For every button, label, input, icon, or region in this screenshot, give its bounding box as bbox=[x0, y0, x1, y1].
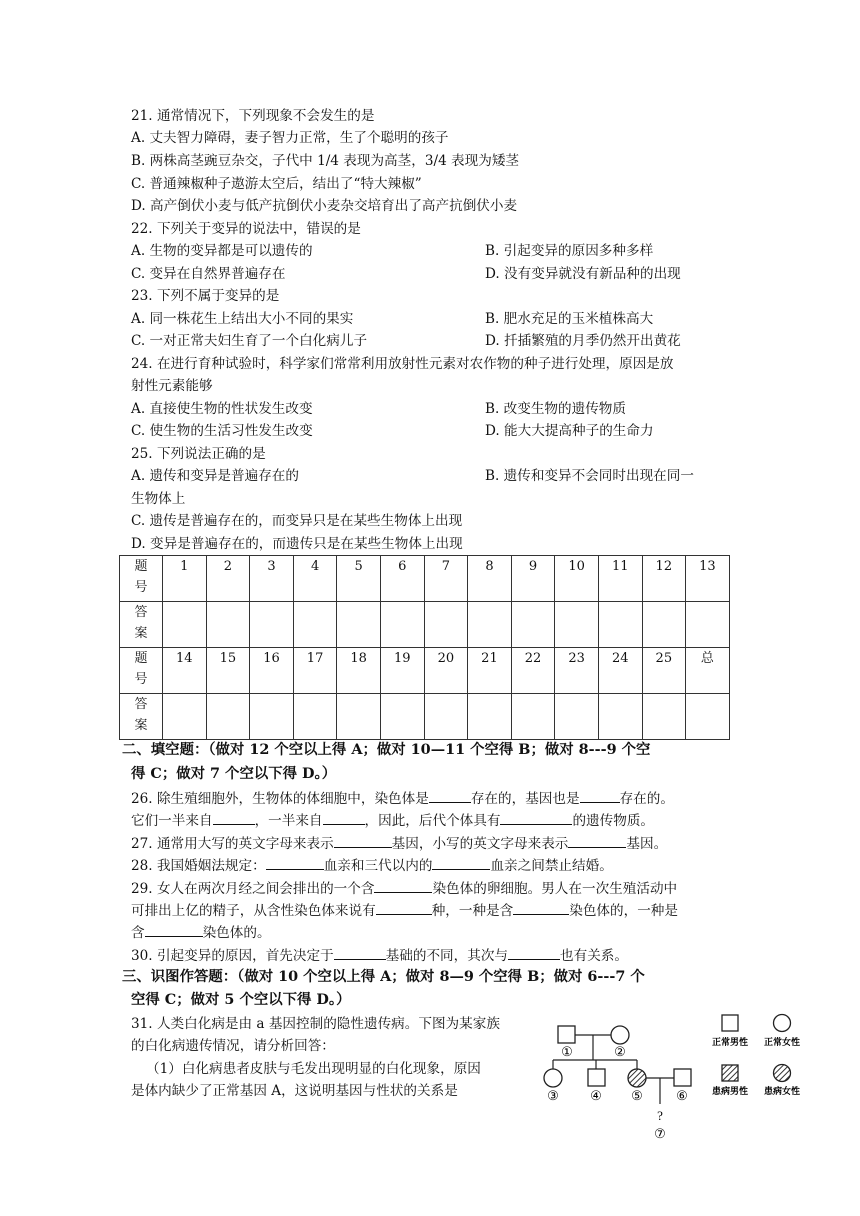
header-cell-number: 题 号 bbox=[120, 648, 163, 694]
q28-line: 28. 我国婚姻法规定： 血亲和三代以内的 血亲之间禁止结婚。 bbox=[131, 855, 613, 876]
blank[interactable] bbox=[429, 788, 471, 803]
total-cell: 总 bbox=[686, 648, 730, 694]
individual-1-male-symbol bbox=[558, 1026, 575, 1043]
q23-stem: 23. 下列不属于变异的是 bbox=[131, 288, 280, 304]
table-row-numbers-2 bbox=[120, 648, 730, 694]
blank[interactable] bbox=[568, 833, 626, 848]
answer-cell[interactable] bbox=[555, 694, 599, 740]
answer-cell[interactable] bbox=[206, 602, 250, 648]
q23-option-b: B. 肥水充足的玉米植株高大 bbox=[485, 311, 654, 327]
blank[interactable] bbox=[374, 878, 432, 893]
q31-line3: （1）白化病患者皮肤与毛发出现明显的白化现象，原因 bbox=[146, 1061, 481, 1077]
unknown-child-question-mark: ? bbox=[657, 1108, 663, 1123]
legend-affected-female-symbol bbox=[774, 1065, 791, 1082]
q25-option-c: C. 遗传是普遍存在的，而变异只是在某些生物体上出现 bbox=[131, 513, 463, 529]
individual-6-male-symbol bbox=[674, 1069, 691, 1086]
number-cell: 16 bbox=[250, 648, 294, 694]
q24-option-d: D. 能大大提高种子的生命力 bbox=[485, 423, 654, 439]
q30-line: 30. 引起变异的原因，首先决定于 基础的不同，其次与 也有关系。 bbox=[131, 945, 628, 966]
q31-line1: 31. 人类白化病是由 a 基因控制的隐性遗传病。下图为某家族 bbox=[131, 1016, 500, 1032]
q22-option-d: D. 没有变异就没有新品种的出现 bbox=[485, 266, 681, 282]
label-2: ② bbox=[614, 1044, 626, 1059]
answer-cell[interactable] bbox=[686, 602, 730, 648]
number-cell: 25 bbox=[642, 648, 686, 694]
q25-option-b: B. 遗传和变异不会同时出现在同一 bbox=[485, 468, 694, 484]
legend-affected-male-symbol bbox=[722, 1065, 738, 1081]
answer-cell[interactable] bbox=[598, 694, 642, 740]
number-cell: 1 bbox=[163, 556, 207, 602]
answer-cell[interactable] bbox=[598, 602, 642, 648]
q25-option-d: D. 变异是普遍存在的，而遗传只是在某些生物体上出现 bbox=[131, 536, 463, 552]
q27-line: 27. 通常用大写的英文字母来表示 基因，小写的英文字母来表示 基因。 bbox=[131, 833, 667, 854]
q22-option-b: B. 引起变异的原因多种多样 bbox=[485, 243, 654, 259]
number-cell: 9 bbox=[511, 556, 555, 602]
label-5: ⑤ bbox=[631, 1088, 643, 1103]
blank[interactable] bbox=[580, 788, 620, 803]
q22-option-c: C. 变异在自然界普遍存在 bbox=[131, 266, 286, 282]
answer-cell[interactable] bbox=[337, 602, 381, 648]
answer-cell[interactable] bbox=[380, 602, 424, 648]
section2-title-line2: 得 C；做对 7 个空以下得 D。） bbox=[131, 765, 337, 782]
number-cell: 21 bbox=[468, 648, 512, 694]
section3-title-line2: 空得 C；做对 5 个空以下得 D。） bbox=[131, 991, 351, 1008]
answer-cell[interactable] bbox=[293, 602, 337, 648]
q24-option-a: A. 直接使生物的性状发生改变 bbox=[131, 401, 313, 417]
number-cell: 17 bbox=[293, 648, 337, 694]
answer-cell[interactable] bbox=[337, 694, 381, 740]
q22-stem: 22. 下列关于变异的说法中，错误的是 bbox=[131, 221, 361, 237]
q22-option-a: A. 生物的变异都是可以遗传的 bbox=[131, 243, 313, 259]
answer-cell[interactable] bbox=[293, 694, 337, 740]
q25-option-a: A. 遗传和变异是普遍存在的 bbox=[131, 468, 299, 484]
table-row-answers-2 bbox=[120, 694, 730, 740]
number-cell: 3 bbox=[250, 556, 294, 602]
q21-option-c: C. 普通辣椒种子遨游太空后，结出了“特大辣椒” bbox=[131, 176, 422, 192]
label-7: ⑦ bbox=[654, 1126, 666, 1141]
blank[interactable] bbox=[266, 855, 324, 870]
q25-stem: 25. 下列说法正确的是 bbox=[131, 446, 266, 462]
number-cell: 11 bbox=[598, 556, 642, 602]
blank[interactable] bbox=[145, 922, 203, 937]
answer-cell[interactable] bbox=[468, 694, 512, 740]
number-cell: 14 bbox=[163, 648, 207, 694]
individual-3-female-symbol bbox=[544, 1069, 562, 1087]
answer-cell[interactable] bbox=[206, 694, 250, 740]
legend-normal-male-label: 正常男性 bbox=[711, 1037, 749, 1047]
answer-cell[interactable] bbox=[250, 602, 294, 648]
number-cell: 4 bbox=[293, 556, 337, 602]
number-cell: 22 bbox=[511, 648, 555, 694]
q24-stem-line1: 24. 在进行育种试验时，科学家们常常利用放射性元素对农作物的种子进行处理，原因是放 bbox=[131, 356, 674, 372]
label-1: ① bbox=[561, 1044, 573, 1059]
legend-affected-male-label: 患病男性 bbox=[711, 1086, 749, 1096]
q23-option-c: C. 一对正常夫妇生育了一个白化病儿子 bbox=[131, 333, 368, 349]
q21-option-b: B. 两株高茎豌豆杂交，子代中 1/4 表现为高茎，3/4 表现为矮茎 bbox=[131, 153, 520, 169]
answer-cell[interactable] bbox=[163, 602, 207, 648]
answer-cell[interactable] bbox=[555, 602, 599, 648]
legend-normal-female-symbol bbox=[774, 1015, 791, 1032]
answer-table bbox=[119, 555, 730, 740]
number-cell: 13 bbox=[686, 556, 730, 602]
q24-option-b: B. 改变生物的遗传物质 bbox=[485, 401, 626, 417]
number-cell: 15 bbox=[206, 648, 250, 694]
answer-cell[interactable] bbox=[642, 602, 686, 648]
individual-2-female-symbol bbox=[611, 1026, 629, 1044]
answer-cell[interactable] bbox=[511, 694, 555, 740]
table-row-numbers-1 bbox=[120, 556, 730, 602]
blank[interactable] bbox=[376, 900, 432, 915]
number-cell: 2 bbox=[206, 556, 250, 602]
blank[interactable] bbox=[432, 855, 490, 870]
answer-cell[interactable] bbox=[250, 694, 294, 740]
blank[interactable] bbox=[513, 900, 569, 915]
q31-line4: 是体内缺少了正常基因 A，这说明基因与性状的关系是 bbox=[131, 1083, 458, 1099]
number-cell: 7 bbox=[424, 556, 468, 602]
q24-option-c: C. 使生物的生活习性发生改变 bbox=[131, 423, 313, 439]
number-cell: 23 bbox=[555, 648, 599, 694]
q25-option-b-cont: 生物体上 bbox=[131, 491, 186, 507]
number-cell: 8 bbox=[468, 556, 512, 602]
q21-option-a: A. 丈夫智力障碍，妻子智力正常，生了个聪明的孩子 bbox=[131, 130, 449, 146]
individual-5-affected-female-symbol bbox=[628, 1069, 646, 1087]
answer-cell[interactable] bbox=[511, 602, 555, 648]
total-answer-cell[interactable] bbox=[686, 694, 730, 740]
q23-option-d: D. 扦插繁殖的月季仍然开出黄花 bbox=[485, 333, 681, 349]
header-cell-number: 题 号 bbox=[120, 556, 163, 602]
number-cell: 10 bbox=[555, 556, 599, 602]
blank[interactable] bbox=[334, 945, 386, 960]
blank[interactable] bbox=[508, 945, 560, 960]
blank[interactable] bbox=[213, 810, 255, 825]
label-3: ③ bbox=[547, 1088, 559, 1103]
q29-line1: 29. 女人在两次月经之间会排出的一个含 染色体的卵细胞。男人在一次生殖活动中 bbox=[131, 878, 677, 899]
q23-option-a: A. 同一株花生上结出大小不同的果实 bbox=[131, 311, 354, 327]
q26-line1: 26. 除生殖细胞外，生物体的体细胞中，染色体是 存在的，基因也是 存在的。 bbox=[131, 788, 674, 809]
blank[interactable] bbox=[334, 833, 392, 848]
answer-cell[interactable] bbox=[424, 602, 468, 648]
answer-cell[interactable] bbox=[424, 694, 468, 740]
number-cell: 12 bbox=[642, 556, 686, 602]
number-cell: 19 bbox=[380, 648, 424, 694]
q21-option-d: D. 高产倒伏小麦与低产抗倒伏小麦杂交培育出了高产抗倒伏小麦 bbox=[131, 198, 518, 214]
label-4: ④ bbox=[590, 1088, 602, 1103]
q21-stem: 21. 通常情况下，下列现象不会发生的是 bbox=[131, 108, 375, 124]
answer-cell[interactable] bbox=[380, 694, 424, 740]
label-6: ⑥ bbox=[676, 1088, 688, 1103]
q26-line2: 它们一半来自 ，一半来自 ，因此，后代个体具有 的遗传物质。 bbox=[131, 810, 654, 831]
number-cell: 20 bbox=[424, 648, 468, 694]
number-cell: 18 bbox=[337, 648, 381, 694]
answer-cell[interactable] bbox=[642, 694, 686, 740]
blank[interactable] bbox=[323, 810, 365, 825]
blank[interactable] bbox=[500, 810, 572, 825]
q24-stem-line2: 射性元素能够 bbox=[131, 378, 213, 394]
answer-cell[interactable] bbox=[468, 602, 512, 648]
q31-line2: 的白化病遗传情况，请分析回答： bbox=[131, 1038, 335, 1054]
section3-title-line1: 三、识图作答题：（做对 10 个空以上得 A；做对 8—9 个空得 B；做对 6---7 个 bbox=[122, 968, 645, 985]
pedigree-diagram bbox=[540, 1008, 820, 1158]
number-cell: 24 bbox=[598, 648, 642, 694]
legend-normal-female-label: 正常女性 bbox=[763, 1037, 801, 1047]
number-cell: 5 bbox=[337, 556, 381, 602]
section2-title-line1: 二、填空题：（做对 12 个空以上得 A；做对 10—11 个空得 B；做对 8---9 个空 bbox=[122, 741, 651, 758]
number-cell: 6 bbox=[380, 556, 424, 602]
legend-normal-male-symbol bbox=[722, 1015, 738, 1031]
q29-line3: 含 染色体的。 bbox=[131, 922, 271, 943]
header-cell-answer: 答 案 bbox=[120, 694, 163, 740]
q29-line2: 可排出上亿的精子，从含性染色体来说有 种，一种是含 染色体的，一种是 bbox=[131, 900, 678, 921]
answer-cell[interactable] bbox=[163, 694, 207, 740]
legend-affected-female-label: 患病女性 bbox=[763, 1086, 801, 1096]
individual-4-male-symbol bbox=[588, 1069, 605, 1086]
header-cell-answer: 答 案 bbox=[120, 602, 163, 648]
table-row-answers-1 bbox=[120, 602, 730, 648]
